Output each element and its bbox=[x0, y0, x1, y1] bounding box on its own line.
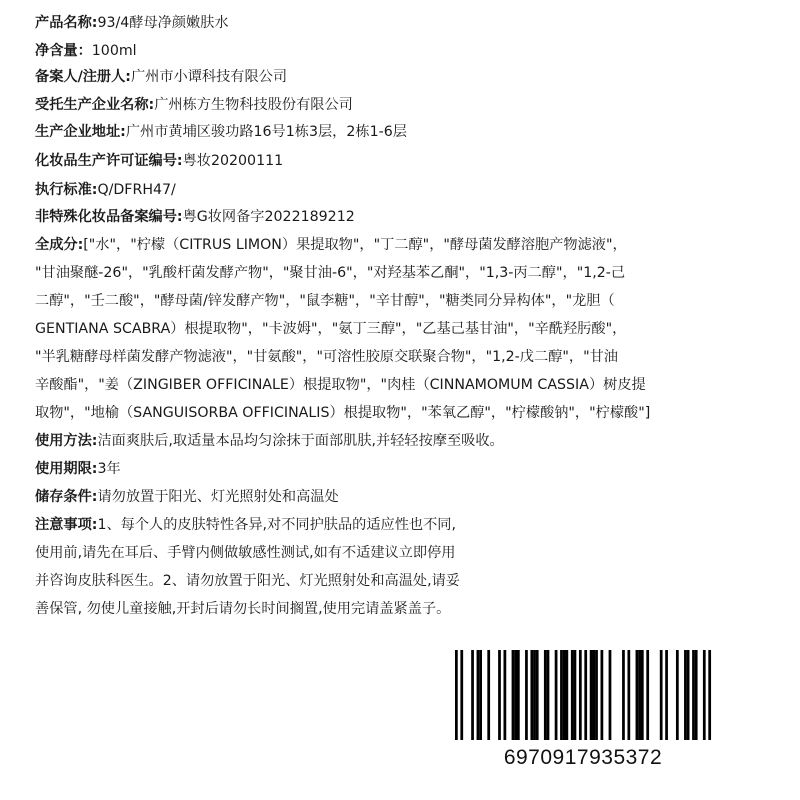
barcode-bar bbox=[622, 650, 625, 740]
label-value: 粤妆20200111 bbox=[182, 153, 284, 169]
barcode-bar bbox=[514, 650, 517, 740]
barcode-bar bbox=[638, 650, 641, 740]
barcode-bar bbox=[536, 650, 539, 740]
label-line bbox=[35, 151, 283, 171]
label-value: 粤G妆网备字2022189212 bbox=[182, 209, 355, 225]
barcode-bar bbox=[595, 650, 598, 740]
label-key: 净含量： bbox=[35, 43, 92, 59]
label-value: 请勿放置于阳光、灯光照射处和高温处 bbox=[97, 489, 339, 505]
barcode-bar bbox=[584, 650, 587, 740]
barcode-bar bbox=[636, 650, 639, 740]
barcode-bar bbox=[609, 650, 612, 740]
label-line bbox=[35, 459, 121, 479]
barcode-bar bbox=[601, 650, 604, 740]
label-value: 使用前,请先在耳后、手臂内侧做敏感性测试,如有不适建议立即停用 bbox=[35, 545, 456, 561]
label-line bbox=[35, 543, 455, 563]
barcode-bar bbox=[627, 650, 630, 740]
label-key: 使用期限: bbox=[35, 461, 98, 477]
barcode-bar bbox=[684, 650, 687, 740]
label-value: ["水"，"柠檬（CITRUS LIMON）果提取物"，"丁二醇"，"酵母菌发酵溶胞产物滤液"， bbox=[83, 237, 627, 253]
label-line bbox=[35, 515, 456, 535]
label-key: 全成分: bbox=[35, 237, 84, 253]
label-key: 备案人/注册人: bbox=[35, 69, 131, 85]
label-key: 注意事项: bbox=[35, 517, 98, 533]
barcode-bar bbox=[708, 650, 711, 740]
label-line bbox=[35, 571, 460, 591]
barcode-bar bbox=[487, 650, 490, 740]
label-value: 洁面爽肤后,取适量本品均匀涂抹于面部肌肤,并轻轻按摩至吸收。 bbox=[97, 433, 504, 449]
label-value: 1、每个人的皮肤特性各异,对不同护肤品的适应性也不同, bbox=[97, 517, 456, 533]
barcode-bar bbox=[660, 650, 663, 740]
barcode-bar bbox=[504, 650, 507, 740]
label-key: 储存条件: bbox=[35, 489, 98, 505]
label-line bbox=[35, 263, 625, 283]
barcode-bar bbox=[460, 650, 463, 740]
barcode-number: 6970917935372 bbox=[503, 746, 663, 769]
barcode-bar bbox=[687, 650, 690, 740]
barcode-bar bbox=[592, 650, 595, 740]
label-value: 3年 bbox=[97, 461, 121, 477]
label-value: 广州市黄埔区骏功路16号1栋3层，2栋1-6层 bbox=[125, 124, 407, 140]
label-line bbox=[35, 375, 646, 395]
barcode-bar bbox=[646, 650, 649, 740]
barcode-bar bbox=[471, 650, 474, 740]
label-line bbox=[35, 13, 229, 33]
label-line bbox=[35, 431, 504, 451]
label-line bbox=[35, 95, 353, 115]
label-value: 广州市小谭科技有限公司 bbox=[130, 69, 288, 85]
barcode-bar bbox=[703, 650, 706, 740]
barcode-bar bbox=[579, 650, 582, 740]
label-value: 二醇"，"壬二酸"，"酵母菌/锌发酵产物"，"鼠李糖"，"辛甘醇"，"糖类同分异构体"，"龙胆（ bbox=[35, 293, 615, 309]
label-line bbox=[35, 319, 626, 339]
barcode-bar bbox=[455, 650, 458, 740]
label-line bbox=[35, 291, 615, 311]
barcode-bar bbox=[547, 650, 550, 740]
barcode-bar bbox=[517, 650, 520, 740]
barcode bbox=[455, 650, 765, 740]
label-line bbox=[35, 347, 618, 367]
label-value: 并咨询皮肤科医生。2、请勿放置于阳光、灯光照射处和高温处,请妥 bbox=[35, 573, 460, 589]
barcode-bar bbox=[525, 650, 528, 740]
barcode-bar bbox=[560, 650, 563, 740]
label-value: 辛酸酯"，"姜（ZINGIBER OFFICINALE）根提取物"，"肉桂（CINNAMOMUM CASSIA）树皮提 bbox=[35, 377, 646, 393]
barcode-bar bbox=[555, 650, 558, 740]
label-line bbox=[35, 122, 407, 142]
label-value: 100ml bbox=[91, 43, 137, 59]
label-line bbox=[35, 180, 176, 200]
label-key: 执行标准: bbox=[35, 182, 98, 198]
barcode-bar bbox=[565, 650, 568, 740]
barcode-bar bbox=[665, 650, 668, 740]
barcode-bar bbox=[533, 650, 536, 740]
barcode-bar bbox=[544, 650, 547, 740]
label-key: 化妆品生产许可证编号: bbox=[35, 153, 183, 169]
barcode-bar bbox=[571, 650, 574, 740]
label-value: Q/DFRH47/ bbox=[97, 182, 176, 198]
barcode-bar bbox=[676, 650, 679, 740]
barcode-bar bbox=[590, 650, 593, 740]
label-line bbox=[35, 67, 287, 87]
barcode-bar bbox=[641, 650, 644, 740]
label-value: "甘油聚醚-26"，"乳酸杆菌发酵产物"，"聚甘油-6"，"对羟基苯乙酮"，"1,3-丙二醇"，"1,2-己 bbox=[35, 265, 626, 281]
barcode-bar bbox=[512, 650, 515, 740]
label-key: 生产企业地址: bbox=[35, 124, 126, 140]
label-value: 取物"，"地榆（SANGUISORBA OFFICINALIS）根提取物"，"苯氧乙醇"，"柠檬酸钠"，"柠檬酸"] bbox=[35, 405, 651, 421]
label-key: 产品名称: bbox=[35, 15, 98, 31]
barcode-bar bbox=[498, 650, 501, 740]
barcode-bar bbox=[477, 650, 480, 740]
label-key: 非特殊化妆品备案编号: bbox=[35, 209, 183, 225]
barcode-bar bbox=[695, 650, 698, 740]
label-line bbox=[35, 235, 627, 255]
label-value: "半乳糖酵母样菌发酵产物滤液"，"甘氨酸"，"可溶性胶原交联聚合物"，"1,2-戊二醇"，"甘油 bbox=[35, 349, 618, 365]
label-value: GENTIANA SCABRA）根提取物"，"卡波姆"，"氨丁三醇"，"乙基己基甘油"，"辛酰羟肟酸"， bbox=[35, 321, 627, 337]
barcode-bar bbox=[692, 650, 695, 740]
barcode-bar bbox=[574, 650, 577, 740]
barcode-bar bbox=[530, 650, 533, 740]
barcode-bar bbox=[479, 650, 482, 740]
label-value: 广州栋方生物科技股份有限公司 bbox=[154, 97, 353, 113]
barcode-bar bbox=[563, 650, 566, 740]
label-key: 受托生产企业名称: bbox=[35, 97, 155, 113]
label-line bbox=[35, 207, 355, 227]
label-line bbox=[35, 599, 450, 619]
label-line bbox=[35, 487, 339, 507]
label-value: 93/4酵母净颜嫩肤水 bbox=[97, 15, 229, 31]
label-value: 善保管, 勿使儿童接触,开封后请勿长时间搁置,使用完请盖紧盖子。 bbox=[35, 601, 451, 617]
label-line bbox=[35, 41, 137, 61]
label-key: 使用方法: bbox=[35, 433, 98, 449]
label-line bbox=[35, 403, 650, 423]
